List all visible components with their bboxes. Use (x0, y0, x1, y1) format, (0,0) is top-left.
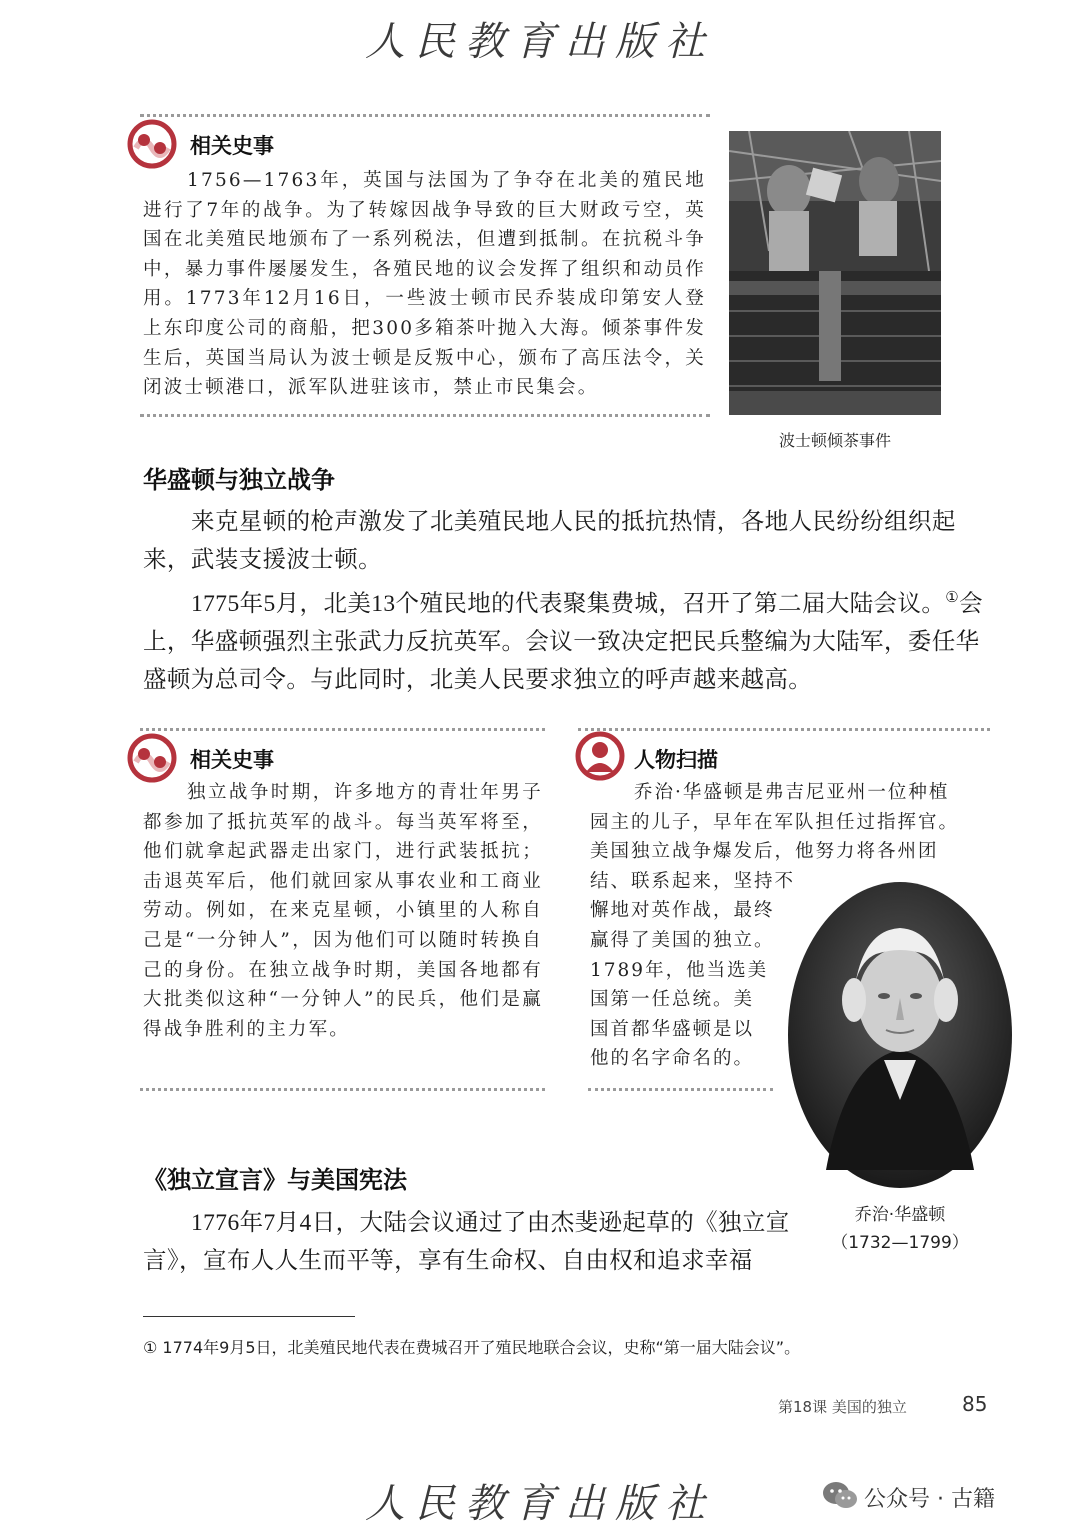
box-line: 赢得了美国的独立。 (590, 929, 775, 951)
section-heading: 《独立宣言》与美国宪法 (143, 1166, 407, 1194)
section-body (143, 1204, 795, 1280)
box-line: 懈地对英作战，最终 (590, 900, 775, 922)
box-title: 人物扫描 (634, 748, 718, 772)
box-line: 国第一任总统。美 (590, 989, 755, 1011)
paragraph: 1776年7月4日，大陆会议通过了由杰斐逊起草的《独立宣言》，宣布人人生而平等，享有生命权、自由权和追求幸福 (143, 1210, 790, 1274)
box-line: 他的名字命名的。 (590, 1048, 755, 1070)
paragraph: 来克星顿的枪声激发了北美殖民地人民的抵抗热情，各地人民纷纷组织起来，武装支援波士顿。 (143, 509, 956, 573)
boston-tea-party-image (729, 131, 941, 415)
paragraph-text: 1775年5月，北美13个殖民地的代表聚集费城，召开了第二届大陆会议。 (191, 590, 946, 617)
dotted-divider (140, 414, 710, 417)
lesson-label: 第18课 美国的独立 (778, 1398, 907, 1416)
wechat-icon (822, 1480, 858, 1516)
box-title: 相关史事 (190, 134, 274, 158)
publisher-watermark-top: 人民教育出版社 (365, 19, 715, 65)
portrait-years: （1732—1799） (831, 1233, 969, 1253)
paragraph (143, 579, 993, 699)
box-line: 园主的儿子，早年在军队担任过指挥官。 (590, 811, 960, 833)
paragraph-text: 会上，华盛顿强烈主张武力反抗英军。会议一致决定把民兵整编为大陆军，委任华盛顿为总司令。与此同时，北美人民要求独立的呼声越来越高。 (143, 590, 984, 693)
dotted-divider (578, 728, 990, 731)
footnote: ① 1774年9月5日，北美殖民地代表在费城召开了殖民地联合会议，史称“第一届大陆会议”。 (143, 1338, 801, 1357)
dotted-divider (140, 114, 710, 117)
footnote-rule (143, 1316, 355, 1317)
washington-portrait (786, 880, 1014, 1190)
box-line: 美国独立战争爆发后，他努力将各州团 (590, 841, 939, 863)
portrait-caption: 乔治·华盛顿 (854, 1205, 946, 1225)
box-title: 相关史事 (190, 748, 274, 772)
box-line: 乔治·华盛顿是弗吉尼亚州一位种植 (634, 782, 950, 803)
dotted-divider (588, 1088, 773, 1091)
box-line: 国首都华盛顿是以 (590, 1018, 755, 1040)
section-heading: 华盛顿与独立战争 (143, 466, 335, 494)
page-number: 85 (962, 1392, 988, 1416)
publisher-watermark-bottom: 人民教育出版社 (365, 1481, 715, 1527)
dotted-divider (140, 1088, 545, 1091)
wechat-account-label: 公众号 · 古籍 (864, 1487, 995, 1512)
box-line: 1789年，他当选美 (590, 959, 769, 981)
box-text: 独立战争时期，许多地方的青壮年男子都参加了抵抗英军的战斗。每当英军将至，他们就拿起武器走出家门，进行武装抵抗；击退英军后，他们就回家从事农业和工商业劳动。例如，在来克星顿，小镇里的人称自己是“一分钟人”，因为他们可以随时转换自己的身份。在独立战争时期，美国各地都有大批类似这种“一分钟人”的民兵，他们是赢得战争胜利的主力军。 (143, 782, 543, 1040)
section-body (143, 503, 993, 699)
dotted-divider (140, 728, 545, 731)
box-text: 1756—1763年，英国与法国为了争夺在北美的殖民地进行了7年的战争。为了转嫁因战争导致的巨大财政亏空，英国在北美殖民地颁布了一系列税法，但遭到抵制。在抗税斗争中，暴力事件屡屡发生，各殖民地的议会发挥了组织和动员作用。1773年12月16日，一些波士顿市民乔装成印第安人登上东印度公司的商船，把300多箱茶叶抛入大海。倾茶事件发生后，英国当局认为波士顿是反叛中心，颁布了高压法令，关闭波士顿港口，派军队进驻该市，禁止市民集会。 (143, 170, 706, 399)
box-line: 结、联系起来，坚持不 (590, 870, 796, 892)
footnote-marker[interactable]: ① (945, 590, 960, 606)
image-caption: 波士顿倾茶事件 (778, 431, 891, 450)
